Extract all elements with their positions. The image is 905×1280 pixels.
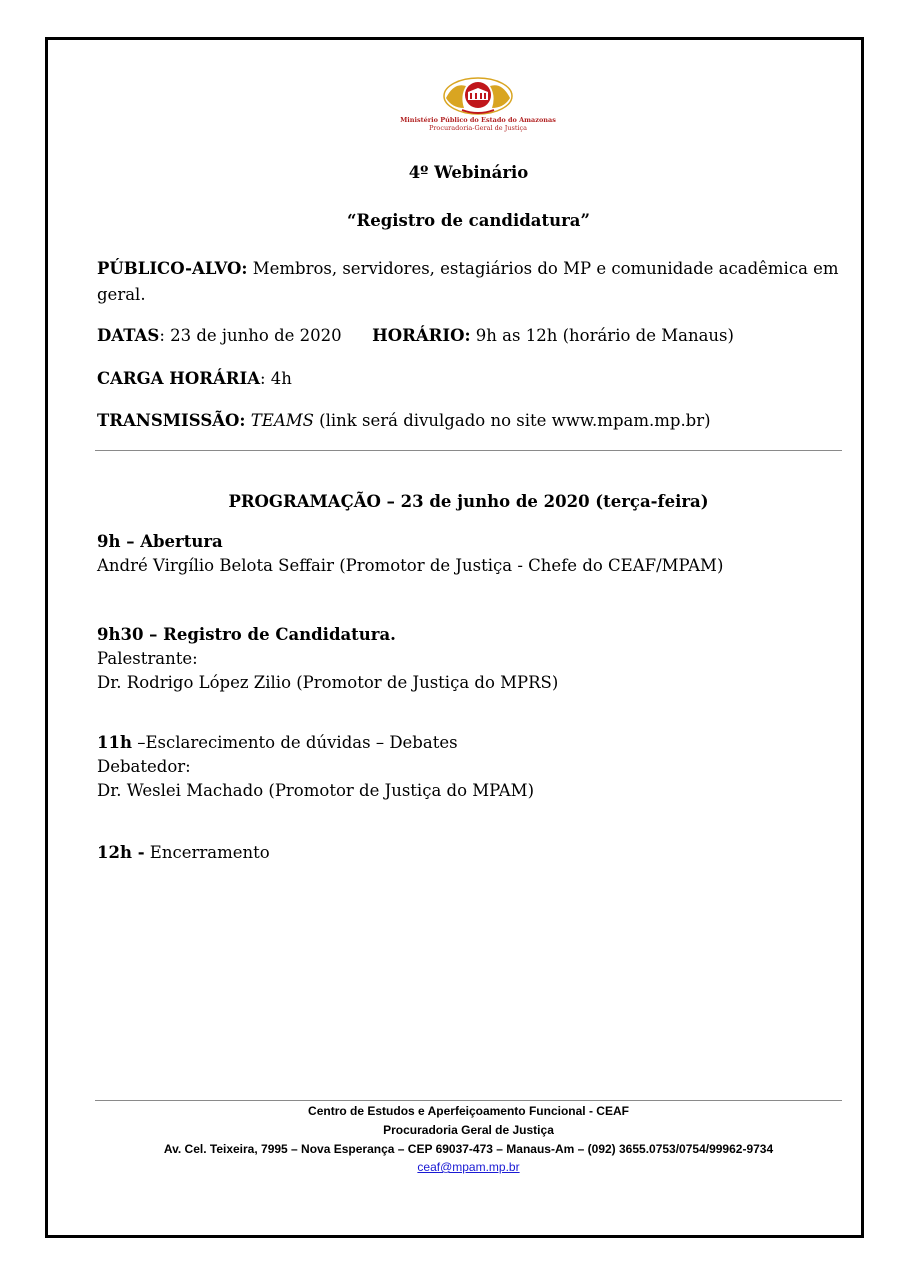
transmissao-platform: TEAMS [250,411,314,430]
agenda-heading-rest: –Esclarecimento de dúvidas – Debates [131,733,458,752]
agenda-heading-rest: Encerramento [144,843,270,862]
horario-label: HORÁRIO: [372,326,471,345]
org-subname: Procuradoria-Geral de Justiça [428,124,528,132]
event-title: “Registro de candidatura” [347,211,590,230]
transmissao-value: (link será divulgado no site www.mpam.mp.br) [313,411,711,430]
divider-top [95,450,842,451]
publico-value-line2: geral. [97,285,146,304]
agenda-item-encerramento [97,841,842,865]
footer-email-link[interactable] [96,1160,841,1174]
event-number: 4º Webinário [408,163,529,182]
agenda-heading: 9h30 – Registro de Candidatura. [97,625,396,644]
agenda-line: Dr. Rodrigo López Zilio (Promotor de Justiça do MPRS) [97,673,559,692]
footer-line-ceaf: Centro de Estudos e Aperfeiçoamento Funcional - CEAF [308,1104,629,1118]
transmissao-paragraph [97,408,842,434]
publico-value-line1: Membros, servidores, estagiários do MP e comunidade acadêmica em [247,259,839,278]
agenda-heading: 9h – Abertura [97,532,223,551]
programacao-title: PROGRAMAÇÃO – 23 de junho de 2020 (terça-feira) [228,492,709,511]
agenda-line: Dr. Weslei Machado (Promotor de Justiça do MPAM) [97,781,535,800]
org-name: Ministério Público do Estado do Amazonas [400,116,556,124]
agenda-heading-time: 11h [97,733,132,752]
footer-email[interactable]: ceaf@mpam.mp.br [417,1160,520,1174]
carga-value: : 4h [260,369,292,388]
footer-line-pgj: Procuradoria Geral de Justiça [383,1123,554,1137]
horario-value: 9h as 12h (horário de Manaus) [470,326,734,345]
mpam-logo-emblem-icon [440,76,516,116]
agenda-item-debates [97,731,842,803]
agenda-line: André Virgílio Belota Seffair (Promotor de Justiça - Chefe do CEAF/MPAM) [97,556,724,575]
agenda-item-abertura [97,530,842,578]
publico-alvo-paragraph [97,256,842,308]
transmissao-label: TRANSMISSÃO: [97,411,246,430]
agenda-item-registro [97,623,842,695]
agenda-line: Palestrante: [97,649,198,668]
carga-label: CARGA HORÁRIA [97,369,260,388]
carga-paragraph [97,366,842,392]
footer-line-address: Av. Cel. Teixeira, 7995 – Nova Esperança – CEP 69037-473 – Manaus-Am – (092) 3655.0753/0754/99962-9734 [163,1142,774,1156]
agenda-heading-time: 12h - [97,843,145,862]
publico-label: PÚBLICO-ALVO: [97,259,248,278]
divider-footer [95,1100,842,1101]
datas-value: : 23 de junho de 2020 [159,326,342,345]
agenda-line: Debatedor: [97,757,191,776]
datas-label: DATAS [97,326,160,345]
datas-paragraph [97,323,842,349]
